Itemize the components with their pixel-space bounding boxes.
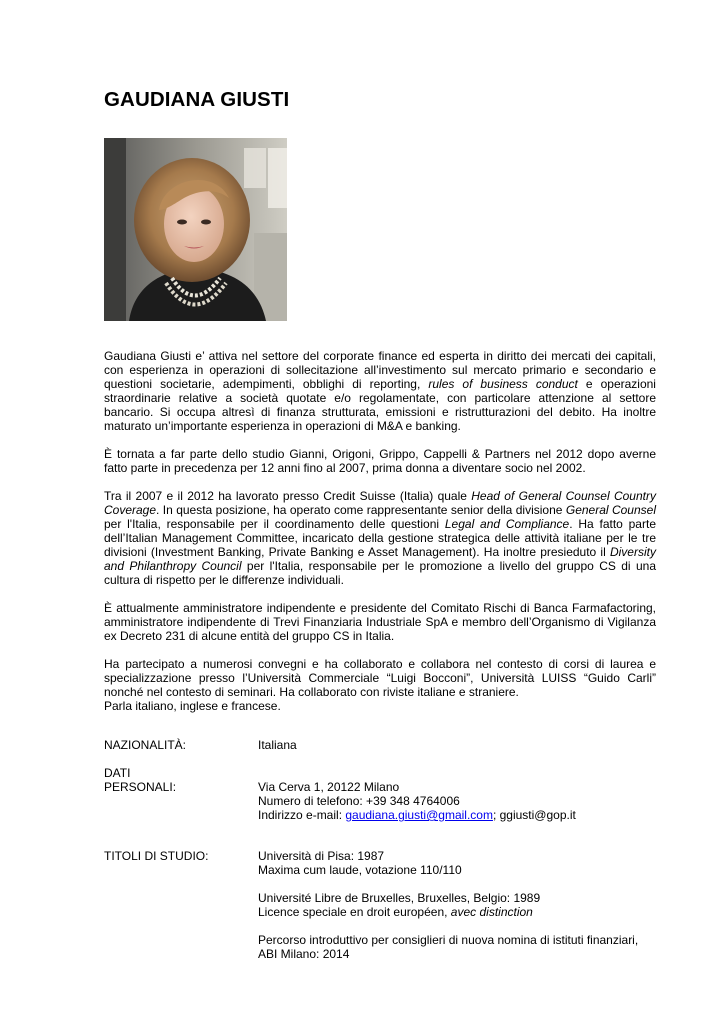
studies-label: TITOLI DI STUDIO:	[104, 849, 209, 863]
bio-p3-text-g: . Ha fatto parte dell’Italian Management Committee, incaricato della gestione strategica delle attività italiane per le tre divisioni (Investment Banking, Private Banking e Asset Management). Ha inoltre presieduto il	[104, 517, 656, 559]
bio-p6-text: Parla italiano, inglese e francese.	[104, 699, 281, 713]
email-suffix: ; ggiusti@gop.it	[492, 808, 576, 822]
study3-line2: ABI Milano: 2014	[258, 947, 350, 961]
personal-label-line2: PERSONALI:	[104, 780, 177, 794]
study2-line2-italic: avec distinction	[450, 905, 533, 919]
nationality-value: Italiana	[258, 738, 297, 752]
email-link[interactable]: gaudiana.giusti@gmail.com	[345, 808, 493, 822]
bio-p3-italic-f: Legal and Compliance	[444, 517, 570, 531]
personal-data-label	[104, 766, 254, 794]
study1-line2: Maxima cum laude, votazione 110/110	[258, 863, 462, 877]
personal-data-values	[258, 780, 678, 822]
nationality-label: NAZIONALITÀ:	[104, 738, 187, 752]
bio-p3-text-i: per l'Italia, responsabile per le promozione a livello del gruppo CS di una cultura di rispetto per le differenze individuali.	[104, 559, 656, 587]
bio-p3-italic-h: Diversity and Philanthropy Council	[104, 545, 656, 573]
bio-paragraph-4	[104, 601, 656, 643]
bio-p4-text: È attualmente amministratore indipendente e presidente del Comitato Rischi di Banca Farmafactoring, amministratore indipendente di Trevi Finanziaria Industriale SpA e membro dell’Organismo di Vigilanza ex Decreto 231 di alcune entità del gruppo CS in Italia.	[104, 601, 656, 643]
bio-p1-text-a: Gaudiana Giusti e’ attiva nel settore del corporate finance ed esperta in diritto dei mercati dei capitali, con esperienza in operazioni di sollecitazione all’investimento sul mercato primario e secondario e questioni societarie, adempimenti, obblighi di reporting,	[104, 349, 656, 391]
portrait-photo	[104, 138, 287, 321]
bio-paragraph-1	[104, 349, 656, 433]
person-name-heading: GAUDIANA GIUSTI	[104, 88, 290, 111]
address-text: Via Cerva 1, 20122 Milano	[258, 780, 400, 794]
study2-line2-text: Licence speciale en droit européen,	[258, 905, 451, 919]
study2-line2	[258, 905, 678, 919]
bio-p1-text-c: e operazioni straordinarie relative a società quotate e/o regolamentate, con particolare attenzione al settore bancario. Si occupa altresì di finanza strutturata, emissioni e ristrutturazioni del debito. Ha inoltre maturato un’importante esperienza in operazioni di M&A e banking.	[104, 377, 656, 433]
bio-p3-italic-b: Head of General Counsel Country Coverage	[104, 489, 656, 517]
study1-line1: Università di Pisa: 1987	[258, 849, 385, 863]
bio-p3-text-a: Tra il 2007 e il 2012 ha lavorato presso Credit Suisse (Italia) quale	[104, 489, 467, 503]
bio-p3-text-e: per l'Italia, responsabile per il coordinamento delle questioni	[104, 517, 440, 531]
bio-p3-italic-d: General Counsel	[565, 503, 656, 517]
nationality-row	[104, 738, 664, 752]
portrait-image	[104, 138, 287, 321]
bio-p3-text-c: . In questa posizione, ha operato come rappresentante senior della divisione	[156, 503, 563, 517]
email-prefix: Indirizzo e-mail:	[258, 808, 346, 822]
studies-values	[258, 849, 678, 961]
study2-line1: Université Libre de Bruxelles, Bruxelles, Belgio: 1989	[258, 891, 541, 905]
studies-section	[104, 849, 664, 969]
bio-p1-italic: rules of business conduct	[428, 377, 578, 391]
study3-line1: Percorso introduttivo per consiglieri di nuova nomina di istituti finanziari,	[258, 933, 639, 947]
bio-paragraph-2	[104, 447, 656, 475]
personal-data-section	[104, 766, 664, 822]
email-line	[258, 808, 678, 822]
bio-p2-text: È tornata a far parte dello studio Gianni, Origoni, Grippo, Cappelli & Partners nel 2012 dopo averne fatto parte in precedenza per 12 anni fino al 2007, prima donna a diventare socio nel 2002.	[104, 447, 656, 475]
bio-paragraph-5	[104, 657, 656, 713]
phone-text: Numero di telefono: +39 348 4764006	[258, 794, 460, 808]
personal-label-line1: DATI	[104, 766, 131, 780]
bio-p5-text: Ha partecipato a numerosi convegni e ha collaborato e collabora nel contesto di corsi di laurea e specializzazione presso l’Università Commerciale “Luigi Bocconi”, Università LUISS “Guido Carli” nonché nel contesto di seminari. Ha collaborato con riviste italiane e straniere.	[104, 657, 656, 699]
bio-paragraph-3	[104, 489, 656, 587]
